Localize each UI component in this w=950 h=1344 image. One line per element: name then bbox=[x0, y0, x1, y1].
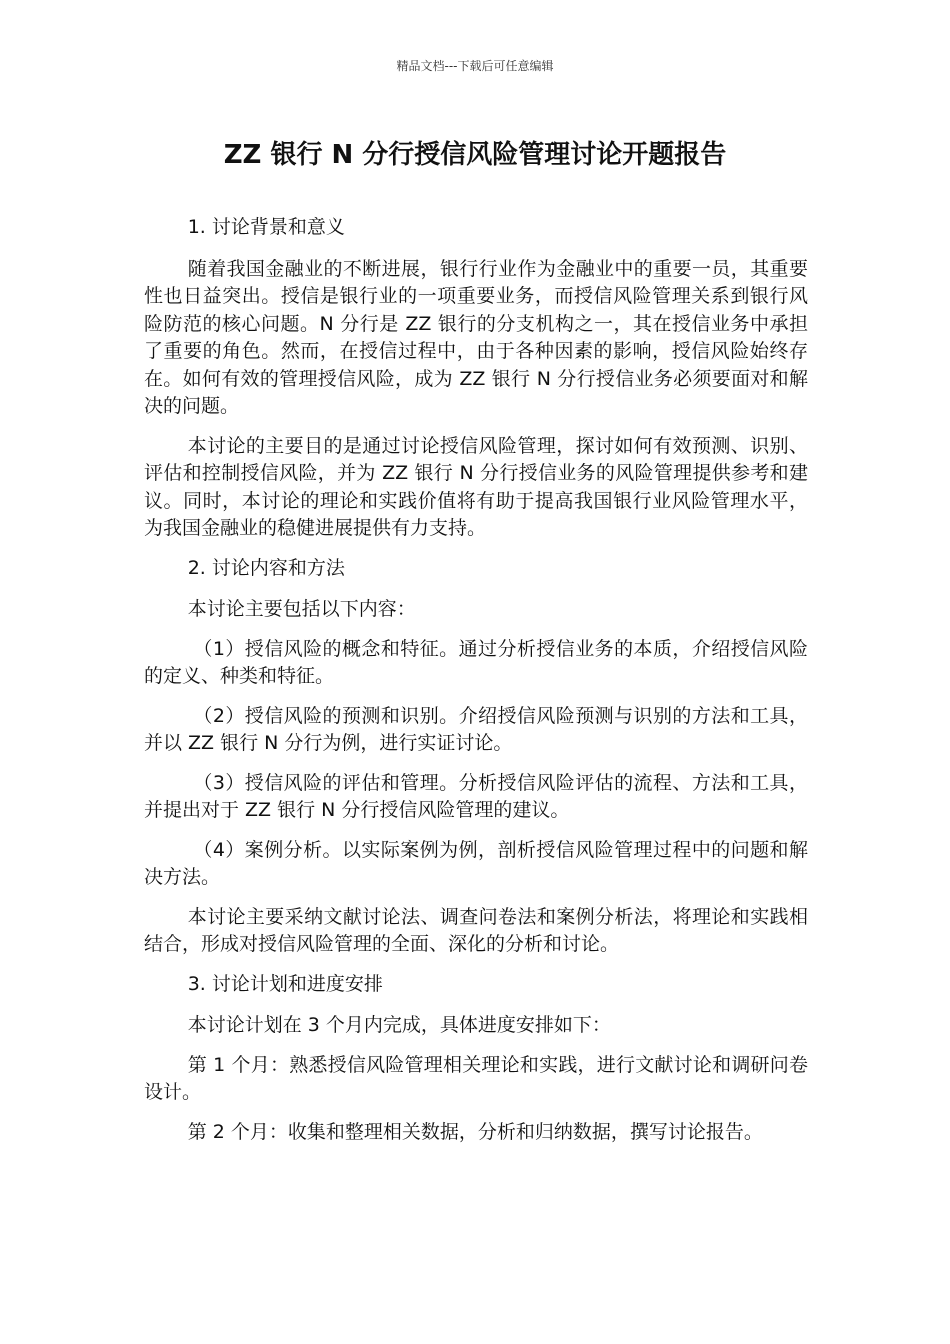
section-heading-schedule: 3. 讨论计划和进度安排 bbox=[187, 972, 383, 995]
paragraph-purpose: 本讨论的主要目的是通过讨论授信风险管理，探讨如何有效预测、识别、评估和控制授信风险，并为 ZZ 银行 N 分行授信业务的风险管理提供参考和建议。同时，本讨论的理论和实践价值将有助于提高我国银行业风险管理水平，为我国金融业的稳健进展提供有力支持。 bbox=[144, 434, 808, 539]
list-item-assessment: （3）授信风险的评估和管理。分析授信风险评估的流程、方法和工具，并提出对于 ZZ 银行 N 分行授信风险管理的建议。 bbox=[144, 771, 808, 821]
list-item-concept: （1）授信风险的概念和特征。通过分析授信业务的本质，介绍授信风险的定义、种类和特征。 bbox=[144, 637, 808, 687]
page-header-watermark: 精品文档---下载后可任意编辑 bbox=[396, 59, 554, 73]
paragraph-content-intro: 本讨论主要包括以下内容： bbox=[187, 598, 416, 620]
section-heading-background: 1. 讨论背景和意义 bbox=[187, 216, 345, 238]
document-title: ZZ 银行 N 分行授信风险管理讨论开题报告 bbox=[223, 140, 727, 170]
list-item-prediction: （2）授信风险的预测和识别。介绍授信风险预测与识别的方法和工具，并以 ZZ 银行 N 分行为例，进行实证讨论。 bbox=[144, 704, 808, 754]
section-heading-content-method: 2. 讨论内容和方法 bbox=[187, 556, 345, 579]
paragraph-background: 随着我国金融业的不断进展，银行行业作为金融业中的重要一员，其重要性也日益突出。授信是银行业的一项重要业务，而授信风险管理关系到银行风险防范的核心问题。N 分行是 ZZ 银行的分支机构之一，其在授信业务中承担了重要的角色。然而，在授信过程中，由于各种因素的影响，授信风险始终存在。如何有效的管理授信风险，成为 ZZ 银行 N 分行授信业务必须要面对和解决的问题。 bbox=[144, 257, 808, 417]
paragraph-schedule-intro: 本讨论计划在 3 个月内完成，具体进度安排如下： bbox=[187, 1014, 611, 1036]
list-item-case-analysis: （4）案例分析。以实际案例为例，剖析授信风险管理过程中的问题和解决方法。 bbox=[144, 838, 808, 888]
document-body bbox=[144, 214, 808, 1158]
paragraph-month-2: 第 2 个月：收集和整理相关数据，分析和归纳数据，撰写讨论报告。 bbox=[187, 1120, 763, 1143]
paragraph-methods: 本讨论主要采纳文献讨论法、调查问卷法和案例分析法，将理论和实践相结合，形成对授信风险管理的全面、深化的分析和讨论。 bbox=[144, 905, 808, 955]
paragraph-month-1: 第 1 个月：熟悉授信风险管理相关理论和实践，进行文献讨论和调研问卷设计。 bbox=[144, 1053, 808, 1103]
